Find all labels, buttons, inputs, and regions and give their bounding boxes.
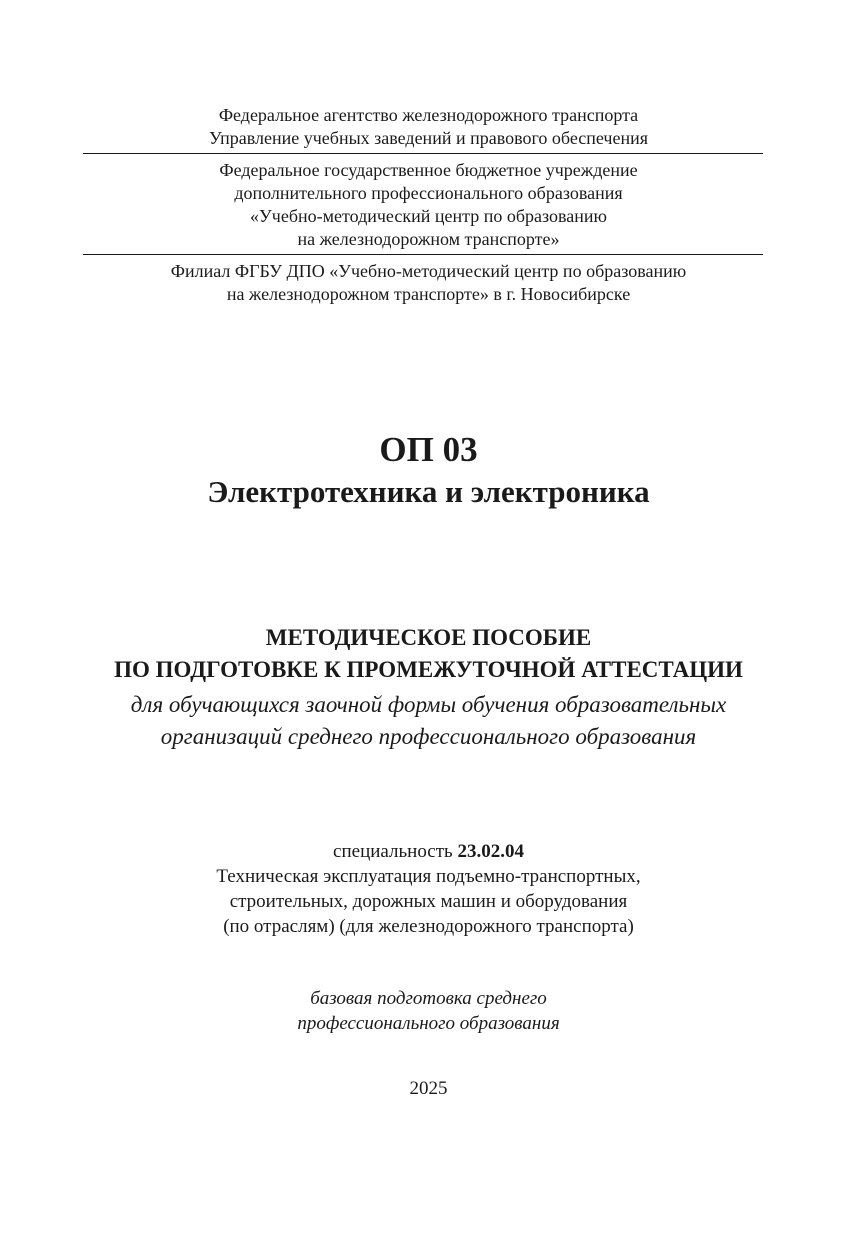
specialty-code: 23.02.04 xyxy=(457,841,524,862)
publication-year: 2025 xyxy=(409,1078,448,1099)
doc-type-line-1: МЕТОДИЧЕСКОЕ ПОСОБИЕ xyxy=(265,625,592,650)
level-line-1: базовая подготовка среднего xyxy=(310,988,547,1009)
specialty-name-line-1: Техническая эксплуатация подъемно-транспортных, xyxy=(216,866,641,887)
institution-line-2: дополнительного профессионального образования xyxy=(234,183,623,203)
header-divider-2 xyxy=(83,254,763,255)
agency-line-1: Федеральное агентство железнодорожного транспорта xyxy=(218,105,639,125)
institution-line-1: Федеральное государственное бюджетное учреждение xyxy=(219,160,638,180)
specialty-label: специальность xyxy=(333,841,453,862)
header-divider-1 xyxy=(83,153,763,154)
course-subject-title: Электротехника и электроника xyxy=(207,474,650,509)
audience-line-2: организаций среднего профессионального образования xyxy=(160,724,697,749)
agency-line-2: Управление учебных заведений и правового обеспечения xyxy=(208,128,649,148)
branch-line-1: Филиал ФГБУ ДПО «Учебно-методический центр по образованию xyxy=(170,261,687,281)
institution-line-4: на железнодорожном транспорте» xyxy=(297,229,560,249)
level-line-2: профессионального образования xyxy=(297,1013,560,1034)
specialty-name-line-3: (по отраслям) (для железнодорожного транспорта) xyxy=(223,916,634,937)
specialty-name-line-2: строительных, дорожных машин и оборудования xyxy=(229,891,628,912)
institution-line-3: «Учебно-методический центр по образованию xyxy=(250,206,607,226)
specialty-line xyxy=(0,840,857,864)
course-code-title: ОП 03 xyxy=(379,430,478,469)
doc-type-line-2: ПО ПОДГОТОВКЕ К ПРОМЕЖУТОЧНОЙ АТТЕСТАЦИИ xyxy=(114,657,743,682)
branch-line-2: на железнодорожном транспорте» в г. Новосибирске xyxy=(226,284,631,304)
audience-line-1: для обучающихся заочной формы обучения образовательных xyxy=(130,692,727,717)
